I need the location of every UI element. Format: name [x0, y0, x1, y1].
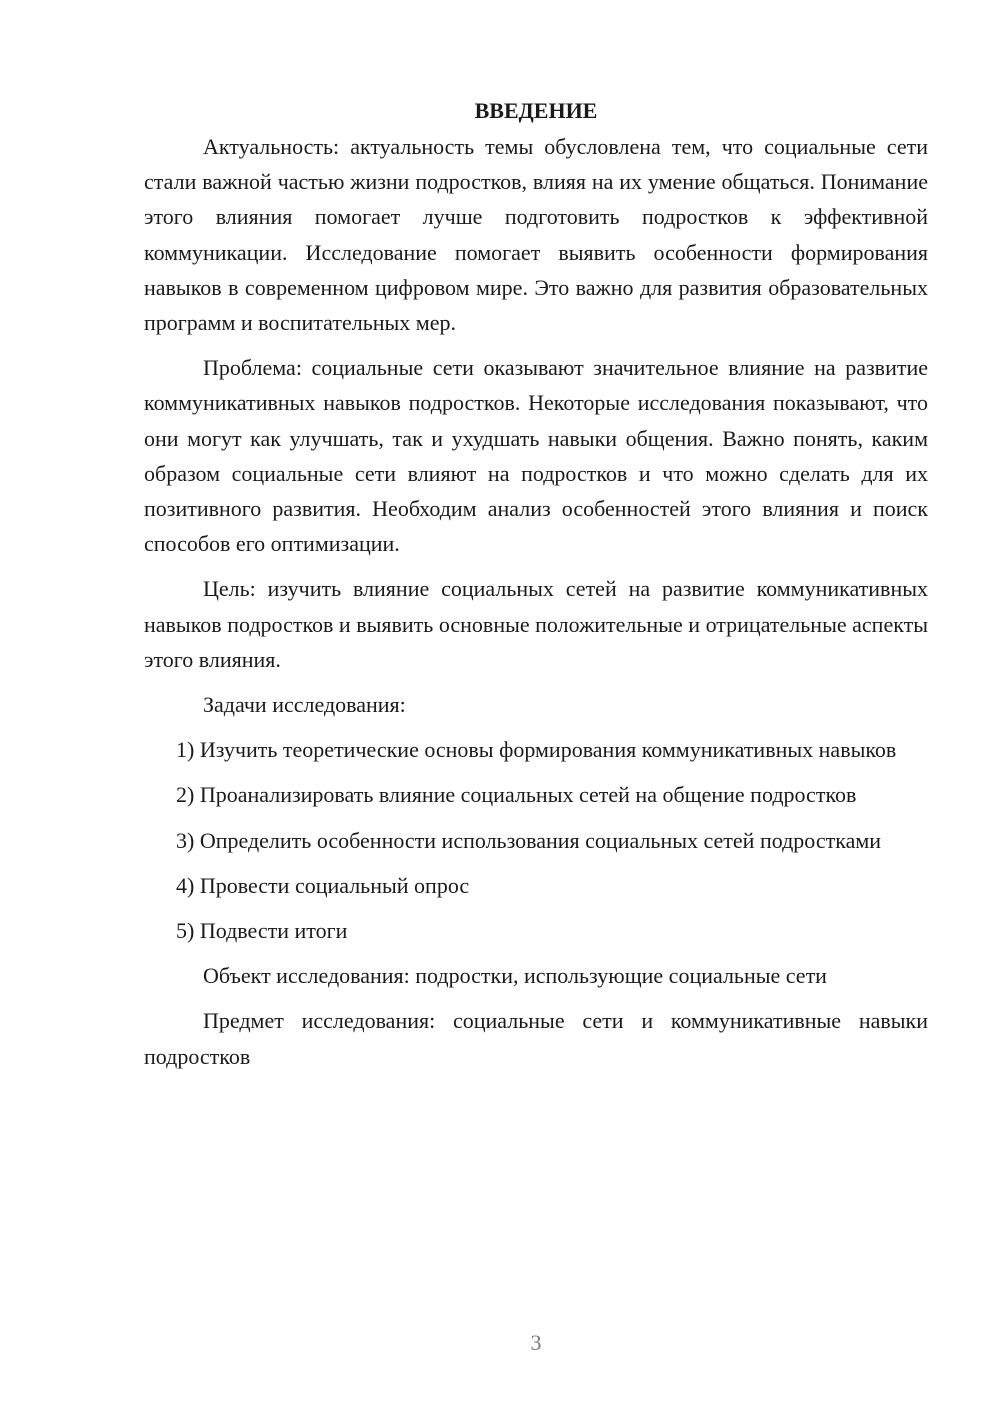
document-page — [144, 93, 928, 1084]
task-item-5: 5) Подвести итоги — [176, 918, 348, 944]
subject-paragraph: Предмет исследования: социальные сети и коммуникативные навыки подростков — [144, 1008, 928, 1069]
task-item-3: 3) Определить особенности использования социальных сетей подростками — [176, 827, 882, 853]
tasks-heading: Задачи исследования: — [203, 692, 406, 718]
task-item-4: 4) Провести социальный опрос — [176, 872, 470, 898]
task-item-1: 1) Изучить теоретические основы формирования коммуникативных навыков — [176, 737, 897, 763]
object-paragraph: Объект исследования: подростки, использующие социальные сети — [203, 963, 827, 989]
page-title: ВВЕДЕНИЕ — [474, 98, 598, 123]
relevance-paragraph: Актуальность: актуальность темы обусловлена тем, что социальные сети стали важной частью жизни подростков, влияя на их умение общаться. Понимание этого влияния помогает лучше подготовить подростков к эффективной коммуникации. Исследование помогает выявить особенности формирования навыков в современном цифровом мире. Это важно для развития образовательных программ и воспитательных мер. — [144, 134, 928, 336]
goal-paragraph: Цель: изучить влияние социальных сетей на развитие коммуникативных навыков подростков и выявить основные положительные и отрицательные аспекты этого влияния. — [144, 576, 928, 672]
problem-paragraph: Проблема: социальные сети оказывают значительное влияние на развитие коммуникативных навыков подростков. Некоторые исследования показывают, что они могут как улучшать, так и ухудшать навыки общения. Важно понять, каким образом социальные сети влияют на подростков и что можно сделать для их позитивного развития. Необходим анализ особенностей этого влияния и поиск способов его оптимизации. — [144, 355, 928, 557]
task-item-2: 2) Проанализировать влияние социальных сетей на общение подростков — [176, 782, 857, 808]
page-number: 3 — [530, 1330, 542, 1355]
